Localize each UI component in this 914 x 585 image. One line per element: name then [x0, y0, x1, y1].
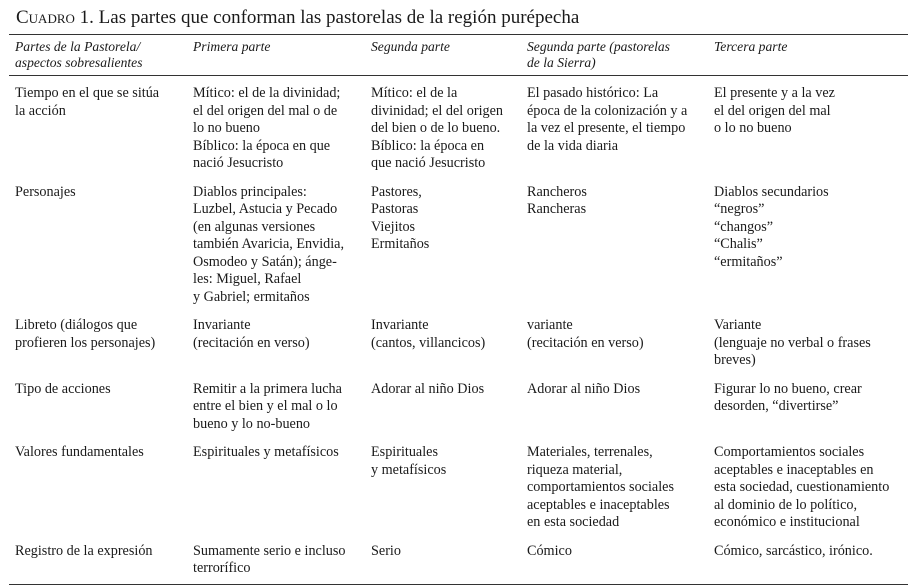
column-header-second-part-sierra [521, 35, 708, 76]
cell-line: en esta sociedad [527, 514, 620, 530]
column-header-third-part [708, 35, 908, 76]
table-row-script [9, 312, 908, 376]
cell-line: “changos” [714, 218, 774, 235]
cell-line: Variante [714, 317, 762, 333]
table-row-values [9, 439, 908, 538]
cell-line: Rancheras [527, 201, 587, 217]
caption-label: Cuadro 1. [16, 7, 94, 28]
cell-line: (en algunas versiones [193, 218, 316, 235]
cell-line: (recitación en verso) [527, 334, 644, 351]
cell-line: Materiales, terrenales, [527, 444, 653, 460]
cell-line: Cómico, sarcástico, irónico. [714, 542, 873, 559]
cell-line: “ermitaños” [714, 253, 783, 270]
row-header-cell [9, 376, 187, 440]
cell-line: Rancheros [527, 183, 587, 200]
table-cell-third-part [708, 439, 908, 538]
header-line: Segunda parte [371, 39, 450, 54]
table-cell-second-part [365, 312, 521, 376]
table-row-actions [9, 376, 908, 440]
cell-line: Cómico [527, 542, 572, 559]
cell-line: Registro de la expresión [15, 542, 153, 559]
cell-line: esta sociedad, cuestionamiento [714, 479, 890, 495]
row-header-cell [9, 439, 187, 538]
cell-line: El presente y a la vez [714, 85, 835, 101]
table-cell-second-part [365, 76, 521, 179]
cell-line: Viejitos [371, 218, 416, 235]
column-header-first-part [187, 35, 365, 76]
cell-line: o lo no bueno [714, 120, 792, 136]
row-header-cell [9, 76, 187, 179]
table-cell-third-part [708, 76, 908, 179]
table-cell-third-part [708, 312, 908, 376]
cell-line: y metafísicos [371, 461, 447, 478]
cell-line: Mítico: el de la divinidad; [193, 85, 341, 101]
cell-line: Bíblico: la época en [371, 137, 485, 154]
cell-line: Invariante [193, 317, 251, 333]
cell-line: Valores fundamentales [15, 444, 144, 460]
cell-line: Pastores, [371, 183, 422, 200]
table-caption [16, 6, 579, 30]
table-cell-first-part [187, 376, 365, 440]
cell-line: Remitir a la primera lucha [193, 380, 342, 397]
cell-line: Mítico: el de la [371, 85, 458, 101]
cell-line: aceptables e inaceptables [527, 496, 670, 513]
cell-line: (recitación en verso) [193, 334, 310, 351]
cell-line: Luzbel, Astucia y Pecado [193, 201, 338, 217]
cell-line: Osmodeo y Satán); ánge- [193, 253, 337, 270]
row-header-cell [9, 179, 187, 313]
header-row [9, 35, 908, 76]
cell-line: lo no bueno [193, 120, 260, 136]
table-header [9, 35, 908, 76]
cell-line: aceptables e inaceptables en [714, 461, 874, 478]
table-cell-third-part [708, 538, 908, 585]
cell-line: también Avaricia, Envidia, [193, 236, 345, 252]
cell-line: Adorar al niño Dios [371, 380, 485, 397]
cell-line: al dominio de lo político, [714, 496, 858, 513]
table-row-time [9, 76, 908, 179]
cell-line: comportamientos sociales [527, 479, 674, 495]
cell-line: Bíblico: la época en que [193, 137, 331, 154]
cell-line: divinidad; el del origen [371, 102, 503, 119]
pastorelas-table [9, 34, 908, 585]
cell-line: (lenguaje no verbal o frases [714, 334, 871, 351]
cell-line: Tipo de acciones [15, 380, 111, 397]
cell-line: Figurar lo no bueno, crear [714, 380, 862, 397]
table-cell-second-part-sierra [521, 179, 708, 313]
header-line: de la Sierra) [527, 54, 596, 70]
table-cell-second-part-sierra [521, 312, 708, 376]
table-row-characters [9, 179, 908, 313]
cell-line: del bien o de lo bueno. [371, 120, 501, 136]
cell-line: Pastoras [371, 201, 419, 217]
cell-line: época de la colonización y a [527, 102, 688, 119]
cell-line: Espirituales y metafísicos [193, 444, 339, 460]
cell-line: Espirituales [371, 444, 438, 460]
table-cell-third-part [708, 179, 908, 313]
cell-line: que nació Jesucristo [371, 155, 486, 171]
cell-line: El pasado histórico: La [527, 85, 659, 101]
column-header-aspect [9, 35, 187, 76]
row-header-cell [9, 312, 187, 376]
cell-line: económico e institucional [714, 514, 860, 530]
cell-line: (cantos, villancicos) [371, 334, 486, 351]
cell-line: Serio [371, 542, 401, 559]
table-cell-second-part [365, 439, 521, 538]
header-line: aspectos sobresalientes [15, 54, 143, 70]
cell-line: Sumamente serio e incluso [193, 542, 346, 559]
table-cell-first-part [187, 76, 365, 179]
cell-line: el del origen del mal [714, 102, 831, 119]
cell-line: riqueza material, [527, 461, 623, 478]
header-line: Partes de la Pastorela/ [15, 39, 141, 54]
cell-line: “negros” [714, 201, 765, 217]
cell-line: Comportamientos sociales [714, 444, 865, 460]
table-cell-first-part [187, 538, 365, 585]
table-cell-second-part [365, 376, 521, 440]
table-cell-second-part-sierra [521, 76, 708, 179]
caption-title: Las partes que conforman las pastorelas de la región purépecha [98, 7, 580, 28]
table-cell-second-part-sierra [521, 439, 708, 538]
header-line: Primera parte [193, 39, 271, 54]
column-header-second-part [365, 35, 521, 76]
cell-line: de la vida diaria [527, 137, 618, 154]
table-body [9, 76, 908, 585]
table-cell-third-part [708, 376, 908, 440]
cell-line: Ermitaños [371, 236, 430, 252]
cell-line: Tiempo en el que se sitúa [15, 85, 160, 101]
cell-line: variante [527, 317, 573, 333]
table-cell-second-part [365, 538, 521, 585]
row-header-cell [9, 538, 187, 585]
cell-line: les: Miguel, Rafael [193, 271, 302, 287]
table-row-register [9, 538, 908, 585]
cell-line: breves) [714, 352, 756, 368]
table-cell-second-part [365, 179, 521, 313]
cell-line: entre el bien y el mal o lo [193, 398, 338, 414]
cell-line: terrorífico [193, 560, 251, 576]
cell-line: Libreto (diálogos que [15, 317, 138, 333]
cell-line: Invariante [371, 317, 429, 333]
header-line: Tercera parte [714, 39, 788, 54]
cell-line: “Chalis” [714, 236, 763, 252]
table-cell-first-part [187, 179, 365, 313]
cell-line: la vez el presente, el tiempo [527, 120, 686, 136]
cell-line: el del origen del mal o de [193, 102, 338, 119]
cell-line: y Gabriel; ermitaños [193, 288, 310, 305]
cell-line: Diablos secundarios [714, 183, 829, 200]
cell-line: nació Jesucristo [193, 155, 284, 171]
header-line: Segunda parte (pastorelas [527, 39, 670, 54]
table-cell-second-part-sierra [521, 538, 708, 585]
cell-line: desorden, “divertirse” [714, 398, 839, 414]
table-cell-first-part [187, 312, 365, 376]
cell-line: Personajes [15, 183, 76, 200]
table-cell-second-part-sierra [521, 376, 708, 440]
cell-line: bueno y lo no-bueno [193, 415, 311, 432]
table-cell-first-part [187, 439, 365, 538]
cell-line: Adorar al niño Dios [527, 380, 641, 397]
cell-line: la acción [15, 102, 66, 119]
cell-line: Diablos principales: [193, 183, 307, 200]
cell-line: profieren los personajes) [15, 334, 156, 351]
